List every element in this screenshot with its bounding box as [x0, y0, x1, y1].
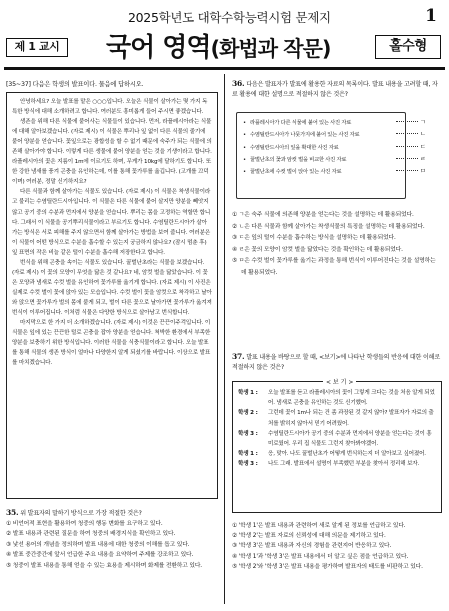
- material-mark: ㅁ: [420, 168, 426, 175]
- passage-instruction: [35~37] 다음은 학생의 발표이다. 물음에 답하시오.: [6, 81, 144, 88]
- answer-option-5[interactable]: ⑤ 청중이 발표 내용을 통해 얻을 수 있는 효용을 제시하며 화제를 전환하고 있다.: [6, 562, 202, 569]
- material-mark: ㄴ: [420, 131, 426, 138]
- material-text: 수염틸란드시아의 잎을 확대한 사진 자료: [250, 144, 339, 151]
- passage-paragraph: 번식을 위해 곤충을 속이는 식물도 있습니다. 꿀벌난초라는 식물을 보겠습니다. (자료 제시) 이 꽃의 모양이 무엇을 닮은 것 같나요? 네, 암컷 벌을 닮았습니다. 이 꽃은 모양과 냄새로 수컷 벌을 유인하여 꽃가루를 옮기게 합니다. (자료 제시) 이 사진은 실제로 수컷 벌이 꽃에 앉아 있는 모습입니다. 수컷 벌이 꽃을 암컷으로 착각하고 날아와 앉으면 꽃가루가 벌의 몸에 붙게 되고, 벌이 다른 꽃으로 날아가면 꽃가루가 옮겨져 번식이 이루어집니다. 이처럼 식물은 다양한 방식으로 살아남고 번식합니다.: [12, 259, 212, 316]
- question-stem: [232, 79, 442, 100]
- question-35: [6, 508, 218, 571]
- exam-title: 2025학년도 대학수학능력시험 문제지: [128, 10, 331, 25]
- material-item: • 꿀벌난초에 수컷 벌이 앉아 있는 사진 자료: [243, 169, 342, 176]
- exam-type-badge: 홀수형: [375, 35, 441, 59]
- question-text: 발표 내용을 바탕으로 할 때, <보기>에 나타난 학생들의 반응에 대한 이해로 적절하지 않은 것은?: [232, 354, 441, 371]
- dialogue-line: [238, 429, 436, 449]
- exam-header: [0, 6, 449, 24]
- answer-option-4[interactable]: ④ 발표 중간중간에 앞서 언급한 주요 내용을 요약하여 주제를 강조하고 있다.: [6, 552, 194, 559]
- bogi-box: [232, 381, 442, 513]
- dialogue-text: 수염틸란드시아가 공기 중의 수분과 먼지에서 양분을 얻는다는 것이 흥미로웠어. 우리 집 식물도 그런지 찾아봐야겠어.: [268, 430, 432, 448]
- period-label: 제 1 교시: [6, 38, 68, 57]
- answer-option-2[interactable]: ② ㄴ은 다른 식물과 함께 살아가는 착생식물의 특징을 설명하는 데 활용되었다.: [232, 223, 425, 230]
- dialogue-text: 나도 그래. 발표에서 설명이 부족했던 부분을 찾아서 정리해 보자.: [268, 461, 420, 468]
- speaker-label: 학생 1 :: [238, 390, 258, 396]
- header-rule: [4, 67, 445, 70]
- page-number: 1: [425, 6, 437, 26]
- passage-box: [6, 92, 218, 499]
- question-number: 35.: [6, 508, 19, 517]
- material-leader-line: [396, 170, 418, 171]
- question-text: 다음은 발표자가 발표에 활용한 자료의 목록이다. 발표 내용을 고려할 때, 자료 활용에 대한 설명으로 적절하지 않은 것은?: [232, 81, 438, 98]
- passage-paragraph: 안녕하세요? 오늘 발표를 맡은 ○○○입니다. 오늘은 식물이 살아가는 몇 가지 독특한 방식에 대해 소개하려고 합니다. 여러분도 흥미롭게 들어 주시면 좋겠습니다.: [12, 99, 208, 116]
- subject-title: [106, 27, 330, 64]
- dialogue-line: [238, 459, 436, 469]
- question-stem: [6, 508, 218, 519]
- passage-paragraph: 다른 식물과 함께 살아가는 식물도 있습니다. (자료 제시) 이 식물은 착생식물이라고 불리는 수염틸란드시아입니다. 이 식물은 다른 식물에 붙어 살지만 양분을 빼앗지 않고 공기 중의 수분과 먼지에서 양분을 얻습니다. 뿌리는 몸을 고정하는 역할만 합니다. 그래서 이 식물을 공기뿌리식물이라고 부르기도 합니다. 수염틸란드시아가 살아가는 방식은 서로 피해를 주지 않으면서 함께 살아가는 방법을 보여 줍니다. 여러분은 이 식물이 어떤 방식으로 수분을 흡수할 수 있는지 궁금하지 않나요? (잠시 멈춘 후) 잎 표면의 작은 비늘 같은 털이 수분을 흡수해 저장한다고 합니다.: [12, 189, 211, 256]
- question-36-options: [232, 210, 442, 280]
- column-divider: [224, 74, 225, 604]
- passage-paragraph: 마지막으로 한 가지 더 소개하겠습니다. (자료 제시) 이것은 끈끈이주걱입니다. 이 식물은 잎에 있는 끈끈한 털로 곤충을 잡아 양분을 얻습니다. 척박한 환경에서 부족한 양분을 보충하기 위한 방식입니다. 이러한 식물을 식충식물이라고 합니다. 오늘 발표를 통해 식물의 생존 방식이 얼마나 다양한지 알게 되셨기를 바랍니다. 이상으로 발표를 마치겠습니다.: [12, 320, 211, 367]
- material-item: • 라플레시아가 다른 식물에 붙어 있는 사진 자료: [243, 120, 352, 126]
- material-leader-line: [396, 121, 418, 122]
- dialogue-line: [238, 388, 436, 408]
- question-stem: [232, 352, 442, 373]
- answer-option-5[interactable]: ⑤ '학생 2'와 '학생 3'은 발표 내용을 평가하며 발표자의 태도를 비판하고 있다.: [232, 563, 423, 570]
- question-37: [232, 352, 442, 373]
- dialogue-line: [238, 408, 436, 428]
- answer-option-2[interactable]: ② '학생 2'는 발표 자료의 신뢰성에 대해 의문을 제기하고 있다.: [232, 533, 386, 540]
- material-text: 라플레시아가 다른 식물에 붙어 있는 사진 자료: [250, 120, 352, 126]
- answer-option-4[interactable]: ④ '학생 1'과 '학생 3'은 발표 내용에서 더 알고 싶은 점을 언급하고 있다.: [232, 553, 409, 560]
- answer-option-4[interactable]: ④ ㄹ은 꽃의 모양이 암컷 벌을 닮았다는 것을 확인하는 데 활용되었다.: [232, 246, 403, 253]
- question-text: 위 발표자의 말하기 방식으로 가장 적절한 것은?: [20, 510, 142, 517]
- material-leader-line: [396, 158, 418, 159]
- subject-sub: (화법과 작문): [210, 37, 331, 61]
- material-leader-line: [396, 133, 418, 134]
- answer-option-2[interactable]: ② 발표 내용과 관련된 질문을 하여 청중의 배경지식을 확인하고 있다.: [6, 531, 176, 538]
- material-mark: ㄷ: [420, 144, 426, 151]
- material-item: • 수염틸란드시아가 나뭇가지에 붙어 있는 사진 자료: [243, 132, 360, 139]
- answer-option-3[interactable]: ③ '학생 3'은 발표 내용과 자신의 경험을 관련지어 반응하고 있다.: [232, 543, 392, 550]
- question-number: 36.: [232, 79, 245, 88]
- dialogue-line: [238, 449, 436, 459]
- answer-option-3[interactable]: ③ ㄷ은 잎의 털이 수분을 흡수하는 방식을 설명하는 데 활용되었다.: [232, 235, 396, 242]
- material-text: 꿀벌난초의 꽃과 암컷 벌을 비교한 사진 자료: [250, 156, 347, 163]
- passage-paragraph: 생존을 위해 다른 식물에 붙어사는 식물들이 있습니다. 먼저, 라플레시아라는 식물에 대해 알아보겠습니다. (자료 제시) 이 식물은 뿌리나 잎 없이 다른 식물의 줄기에 붙어 양분을 얻습니다. 꽃잎으로는 광합성을 할 수 없기 때문에 숙주가 되는 식물에 의존해 살아가야 합니다. 이렇게 다른 생물에 붙어 양분을 얻는 것을 기생이라고 합니다. 라플레시아의 꽃은 지름이 1m에 이르기도 하며, 무게가 10kg에 달하기도 합니다. 또한 강한 냄새를 풍겨 곤충을 유인하는데, 이를 통해 꽃가루를 옮깁니다. (고개를 끄덕이며) 여러분, 정말 신기하지요?: [12, 119, 212, 186]
- material-leader-line: [396, 146, 418, 147]
- question-number: 37.: [232, 352, 245, 361]
- material-text: 꿀벌난초에 수컷 벌이 앉아 있는 사진 자료: [250, 169, 342, 176]
- speaker-label: 학생 1 :: [238, 451, 258, 458]
- speaker-label: 학생 3 :: [238, 430, 258, 437]
- subject-main: 국어 영역: [106, 33, 211, 63]
- question-36: [232, 79, 442, 100]
- dialogue-text: 그런데 꽃이 1m나 되는 건 좀 과장된 것 같지 않아? 발표자가 자료의 출처를 밝히지 않아서 믿기 어려웠어.: [268, 410, 434, 427]
- speaker-label: 학생 3 :: [238, 461, 258, 468]
- material-mark: ㄹ: [420, 156, 426, 163]
- answer-option-1[interactable]: ① ㄱ은 숙주 식물에 의존해 양분을 얻는다는 것을 설명하는 데 활용되었다.: [232, 212, 414, 218]
- material-item: • 꿀벌난초의 꽃과 암컷 벌을 비교한 사진 자료: [243, 156, 347, 163]
- answer-option-3[interactable]: ③ 낯선 용어의 개념을 정의하며 발표 내용에 대한 청중의 이해를 돕고 있다.: [6, 541, 190, 548]
- answer-option-1[interactable]: ① '학생 1'은 발표 내용과 관련하여 새로 알게 된 정보를 언급하고 있다.: [232, 523, 406, 529]
- speaker-label: 학생 2 :: [238, 410, 258, 417]
- answer-option-1[interactable]: ① 비언어적 표현을 활용하여 청중의 행동 변화를 요구하고 있다.: [6, 521, 163, 527]
- material-text: 수염틸란드시아가 나뭇가지에 붙어 있는 사진 자료: [250, 132, 360, 139]
- material-item: • 수염틸란드시아의 잎을 확대한 사진 자료: [243, 144, 339, 151]
- bogi-title: < 보 기 >: [323, 377, 356, 386]
- materials-list: [236, 112, 406, 199]
- dialogue-text: 오늘 발표를 듣고 라플레시아의 꽃이 그렇게 크다는 것을 처음 알게 되었어. 냄새로 곤충을 유인하는 것도 신기했어.: [268, 390, 435, 407]
- answer-option-5[interactable]: ⑤ ㅁ은 수컷 벌이 꽃가루를 옮기는 과정을 통해 번식이 이루어진다는 것을 설명하는 데 활용되었다.: [232, 258, 436, 276]
- dialogue-text: 응, 맞아. 나도 꿀벌난초가 어떻게 번식하는지 더 알아보고 싶어졌어.: [268, 451, 426, 458]
- question-37-options: [232, 521, 442, 572]
- material-mark: ㄱ: [420, 119, 426, 126]
